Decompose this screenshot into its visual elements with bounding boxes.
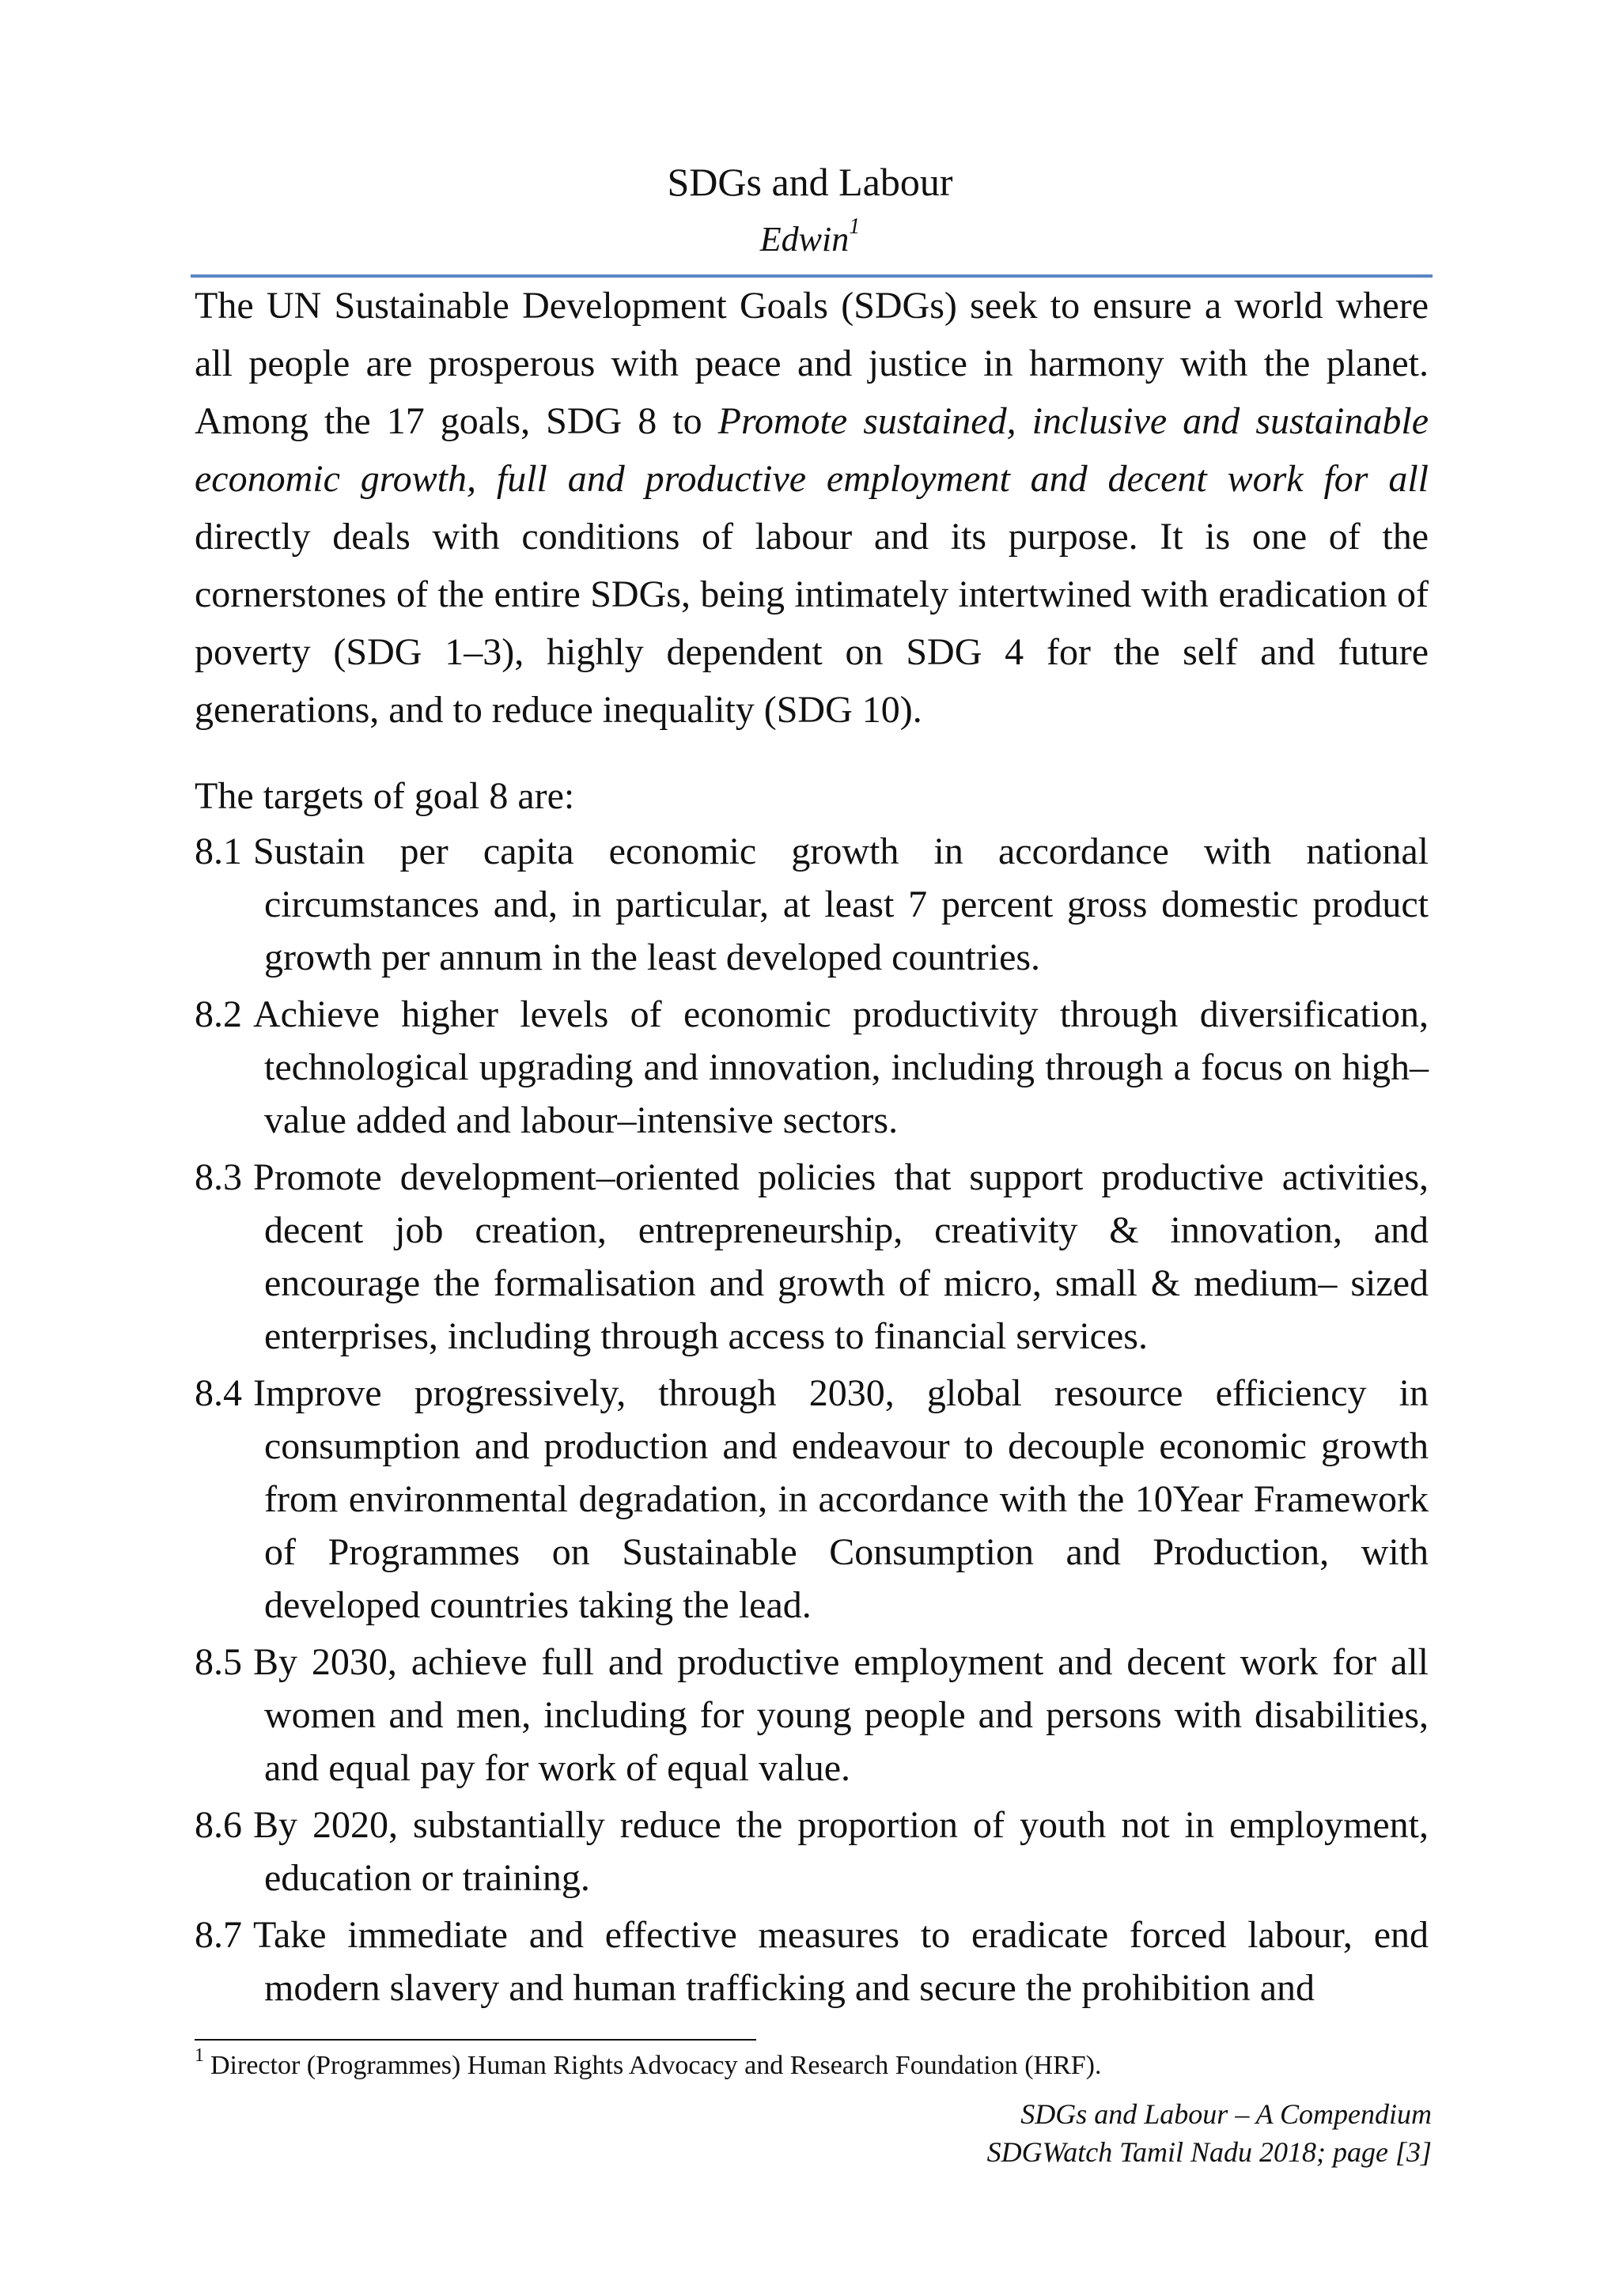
target-item: [195, 825, 1429, 984]
footnote: [195, 2045, 1429, 2083]
target-number: 8.5: [195, 1641, 242, 1683]
goal-statement: Promote sustained, inclusive and sustainable economic growth, full and productive employment and decent work for all: [195, 400, 1429, 500]
target-item: [195, 1151, 1429, 1363]
target-text: Sustain per capita economic growth in accordance with national circumstances and, in particular, at least 7 percent gross domestic product growth per annum in the least developed countries.: [253, 830, 1429, 978]
target-number: 8.4: [195, 1372, 242, 1414]
author-line: [0, 214, 1620, 261]
target-text: By 2020, substantially reduce the proportion of youth not in employment, education or training.: [253, 1804, 1429, 1899]
target-text: Achieve higher levels of economic productivity through diversification, technological upgrading and innovation, including through a focus on high–value added and labour–intensive sectors.: [253, 993, 1429, 1141]
target-text: Promote development–oriented policies that support productive activities, decent job creation, entrepreneurship, creativity & innovation, and encourage the formalisation and growth of micro, small & medium– sized enterprises, including through access to financial services.: [253, 1156, 1429, 1357]
target-text: By 2030, achieve full and productive employment and decent work for all women and men, including for young people and persons with disabilities, and equal pay for work of equal value.: [253, 1641, 1429, 1789]
target-text: Take immediate and effective measures to eradicate forced labour, end modern slavery and human trafficking and secure the prohibition and: [253, 1914, 1429, 2009]
running-footer: [987, 2095, 1432, 2171]
document-title: SDGs and Labour: [667, 160, 953, 204]
target-item: [195, 1636, 1429, 1795]
intro-paragraph: [195, 277, 1429, 739]
footnote-text: Director (Programmes) Human Rights Advocacy and Research Foundation (HRF).: [210, 2051, 1102, 2080]
target-number: 8.2: [195, 993, 242, 1035]
intro-text-after: directly deals with conditions of labour and its purpose. It is one of the cornerstones of the entire SDGs, being intimately intertwined with eradication of poverty (SDG 1–3), highly dependent on SDG 4 for the self and future generations, and to reduce inequality (SDG 10).: [195, 516, 1429, 731]
target-text: Improve progressively, through 2030, global resource efficiency in consumption and production and endeavour to decouple economic growth from environmental degradation, in accordance with the 10Year Framework of Programmes on Sustainable Consumption and Production, with developed countries taking the lead.: [253, 1372, 1429, 1626]
target-item: [195, 1367, 1429, 1632]
target-number: 8.7: [195, 1914, 242, 1956]
targets-intro: The targets of goal 8 are:: [195, 775, 575, 817]
footer-page-info: SDGWatch Tamil Nadu 2018; page [3]: [986, 2136, 1432, 2168]
author-name: Edwin: [759, 220, 850, 259]
targets-list: [195, 825, 1429, 2018]
target-number: 8.1: [195, 830, 242, 872]
intro-text-before: The UN Sustainable Development Goals (SDGs) seek to ensure a world where all people are prosperous with peace and justice in harmony with the planet. Among the 17 goals, SDG 8 to: [195, 285, 1429, 442]
author-footnote-mark[interactable]: 1: [849, 214, 861, 239]
footnote-mark: 1: [195, 2045, 204, 2066]
target-item: [195, 1908, 1429, 2014]
footer-publication: SDGs and Labour – A Compendium: [1020, 2098, 1432, 2130]
target-number: 8.3: [195, 1156, 242, 1198]
target-item: [195, 988, 1429, 1147]
target-item: [195, 1799, 1429, 1905]
target-number: 8.6: [195, 1804, 242, 1846]
footnote-divider: [195, 2039, 756, 2041]
